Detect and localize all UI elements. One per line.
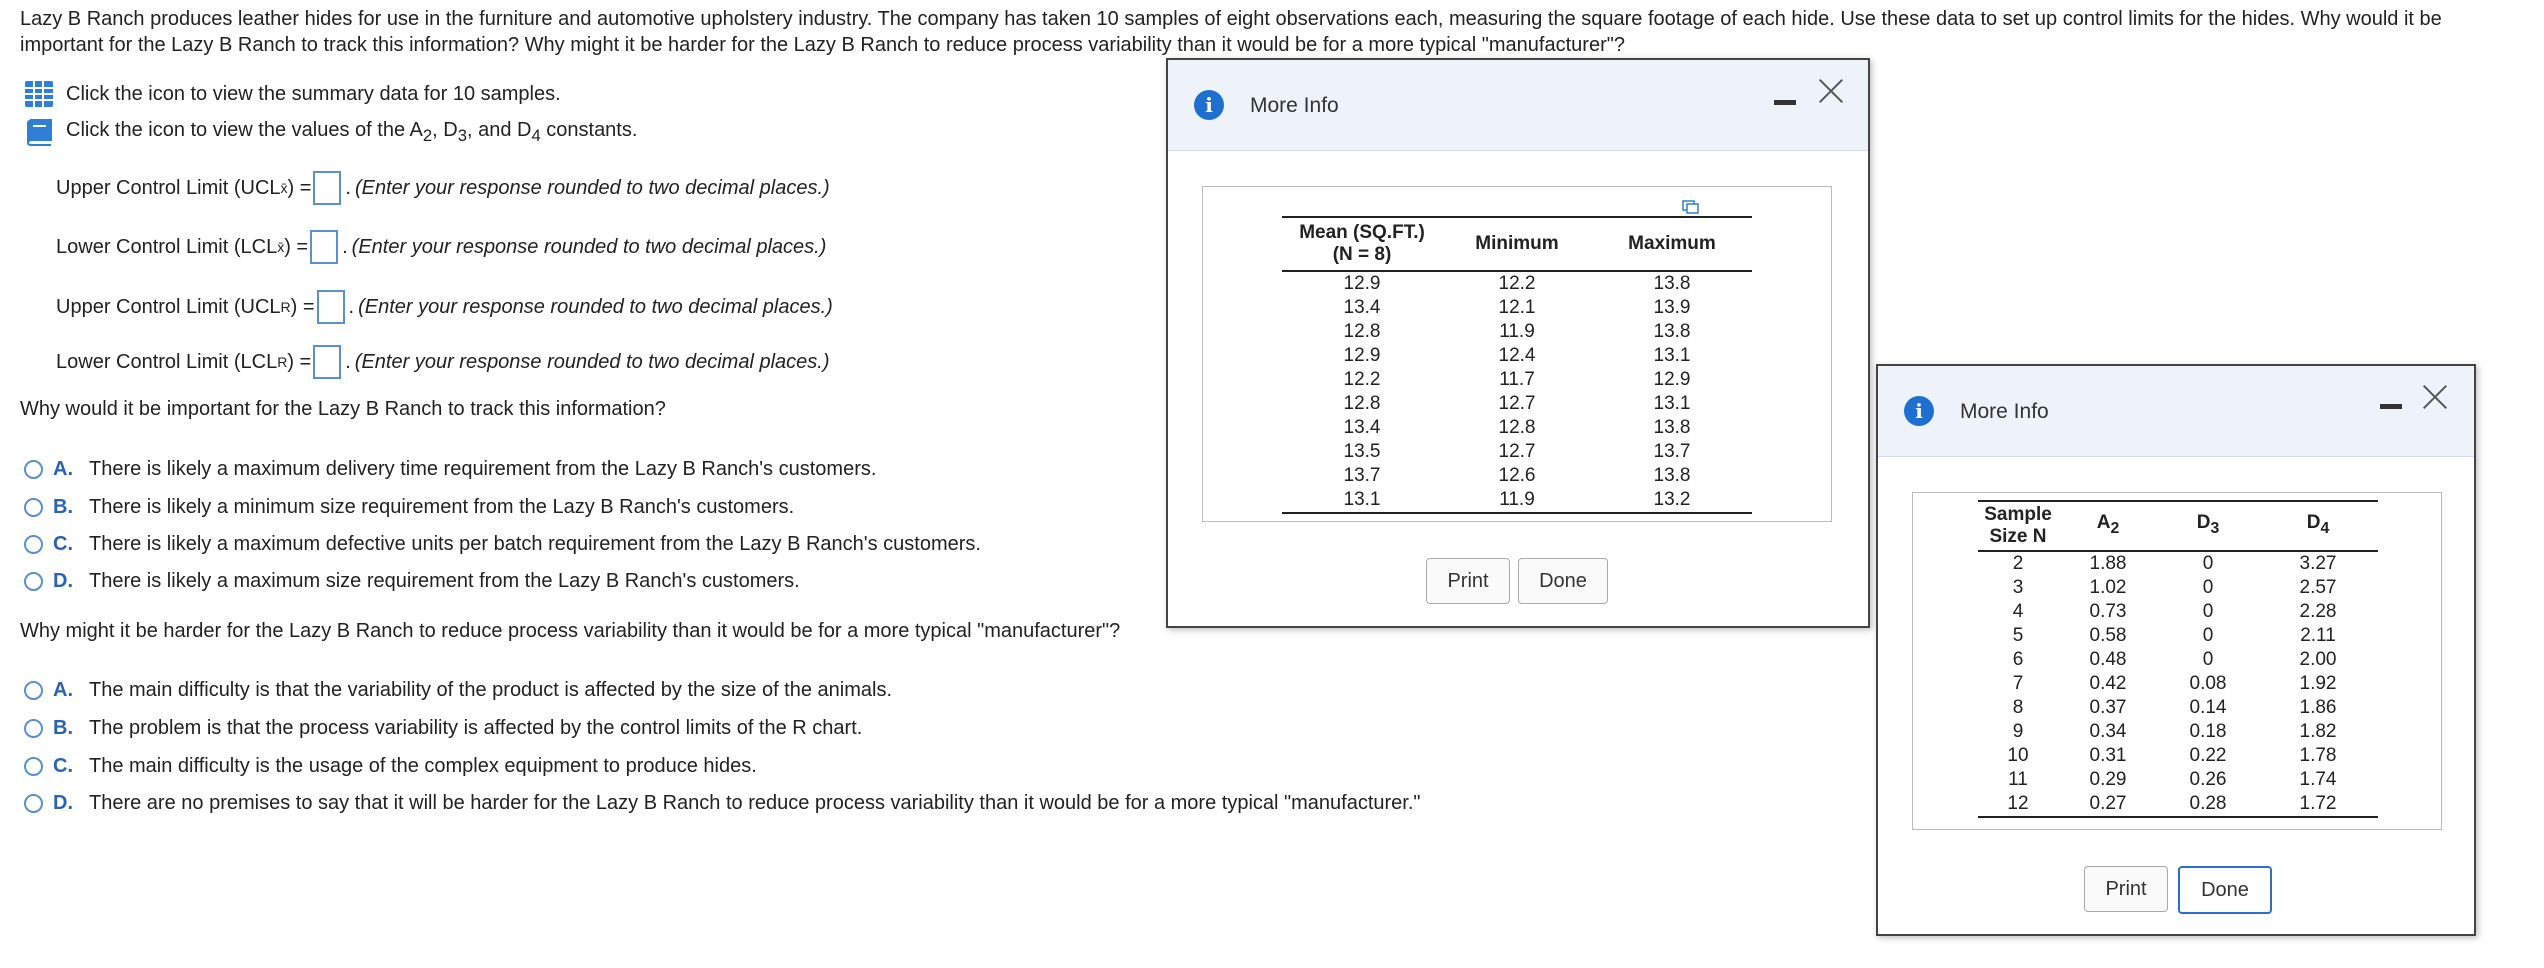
minimum-header: Minimum [1475,233,1559,254]
a2-header: $A_2$ [2096,512,2120,537]
print-button[interactable]: Print [1426,558,1510,604]
table-row: 10 0.31 0.22 1.78 [2007,745,2337,766]
lcl-x-row: Lower Control Limit (LCL x̄ ) = . (Enter your response rounded to two decimal places.) [56,230,826,264]
summary-data-dialog [1166,58,1870,628]
table-row: 13.7 12.6 13.8 [1343,465,1691,486]
ucl-r-row: Upper Control Limit (UCL R ) = . (Enter your response rounded to two decimal places.) [56,290,833,324]
table-grid-icon[interactable] [24,80,54,108]
radio-button[interactable] [24,460,43,479]
constants-text: Click the icon to view the values of the $A_2$, $D_3$, and $D_4$ constants. [66,118,638,145]
summary-data-text: Click the icon to view the summary data for 10 samples. [66,82,561,105]
ucl-x-row: Upper Control Limit (UCL x̄ ) = . (Enter your response rounded to two decimal places.) [56,171,830,205]
table-row: 6 0.48 0 2.00 [2012,649,2337,670]
q2-option-b[interactable]: B. The problem is that the process variability is affected by the control limits of the R chart. [24,717,862,740]
q2-option-a[interactable]: A. The main difficulty is that the variability of the product is affected by the size of the animals. [24,679,892,702]
problem-statement: Lazy B Ranch produces leather hides for use in the furniture and automotive upholstery industry. The company has taken 10 samples of eight observations each, measuring the square footage of each hide. Use these data to set up control limits for the hides. Why would it be important for the Lazy B Ranch to track this information? Why might it be harder for the Lazy B Ranch to reduce process variability than it would be for a more typical "manufacturer"? [20,8,2442,56]
constants-table-body [1978,551,2378,817]
table-row: 13.1 11.9 13.2 [1282,488,1752,513]
constants-dialog [1876,364,2476,936]
table-row: 3 1.02 0 2.57 [2012,577,2337,598]
summary-table [1282,216,1752,514]
table-row: 12.9 12.2 13.8 [1343,273,1691,294]
minimize-icon[interactable] [1774,100,1796,105]
radio-button[interactable] [24,794,43,813]
summary-table-body [1282,271,1752,513]
table-header-row [1978,501,2378,551]
q1-option-d[interactable]: D. There is likely a maximum size requirement from the Lazy B Ranch's customers. [24,570,800,593]
constants-link[interactable] [24,118,637,146]
d3-header: $D_3$ [2196,512,2220,537]
table-row: 5 0.58 0 2.11 [2012,625,2336,646]
radio-button[interactable] [24,572,43,591]
print-button[interactable]: Print [2084,866,2168,912]
table-row: 12 0.27 0.28 1.72 [1978,792,2378,817]
info-icon: i [1194,90,1224,120]
table-row: 9 0.34 0.18 1.82 [2012,721,2337,742]
book-icon[interactable] [24,118,54,146]
d4-header: $D_4$ [2306,512,2330,537]
q1-option-b[interactable]: B. There is likely a minimum size requirement from the Lazy B Ranch's customers. [24,496,794,519]
radio-button[interactable] [24,498,43,517]
table-row: 7 0.42 0.08 1.92 [2012,673,2337,694]
done-button[interactable]: Done [1518,558,1608,604]
ucl-x-input[interactable] [313,171,341,205]
copy-table-icon[interactable] [1682,198,1700,214]
table-row: 4 0.73 0 2.28 [2012,601,2337,622]
q1-option-c[interactable]: C. There is likely a maximum defective units per batch requirement from the Lazy B Ranch's customers. [24,533,981,556]
lcl-x-input[interactable] [310,230,338,264]
q2-option-c[interactable]: C. The main difficulty is the usage of the complex equipment to produce hides. [24,755,757,778]
lcl-r-input[interactable] [313,345,341,379]
maximum-header: Maximum [1628,233,1716,254]
mean-header: Mean (SQ.FT.) (N = 8) [1299,222,1425,265]
table-row: 8 0.37 0.14 1.86 [2012,697,2337,718]
summary-data-link[interactable] [24,80,561,108]
radio-button[interactable] [24,719,43,738]
constants-table [1978,500,2378,818]
lcl-r-row: Lower Control Limit (LCL R ) = . (Enter your response rounded to two decimal places.) [56,345,829,379]
table-row: 13.4 12.1 13.9 [1343,297,1691,318]
radio-button[interactable] [24,757,43,776]
close-icon[interactable] [1818,78,1844,104]
table-row: 11 0.29 0.26 1.74 [2008,769,2337,790]
table-row: 13.5 12.7 13.7 [1343,441,1691,462]
table-row: 12.2 11.7 12.9 [1343,369,1691,390]
done-button[interactable]: Done [2178,866,2272,914]
dialog-title: More Info [1250,94,1339,117]
radio-button[interactable] [24,535,43,554]
table-header-row [1282,217,1752,271]
table-row: 12.9 12.4 13.1 [1343,345,1691,366]
dialog-title: More Info [1960,400,2049,423]
close-icon[interactable] [2422,384,2448,410]
sample-size-header: Sample Size N [1984,504,2052,547]
radio-button[interactable] [24,681,43,700]
table-row: 2 1.88 0 3.27 [2012,553,2337,574]
table-row: 12.8 12.7 13.1 [1343,393,1691,414]
ucl-r-input[interactable] [317,290,345,324]
minimize-icon[interactable] [2380,404,2402,409]
table-row: 12.8 11.9 13.8 [1343,321,1691,342]
info-icon: i [1904,396,1934,426]
table-row: 13.4 12.8 13.8 [1343,417,1691,438]
q1-option-a[interactable]: A. There is likely a maximum delivery time requirement from the Lazy B Ranch's customers. [24,458,876,481]
question-1: Why would it be important for the Lazy B Ranch to track this information? [20,398,666,420]
q2-option-d[interactable]: D. There are no premises to say that it will be harder for the Lazy B Ranch to reduce process variability than it would be for a more typical "manufacturer." [24,792,1421,815]
question-2: Why might it be harder for the Lazy B Ranch to reduce process variability than it would be for a more typical "manufacturer"? [20,620,1121,642]
